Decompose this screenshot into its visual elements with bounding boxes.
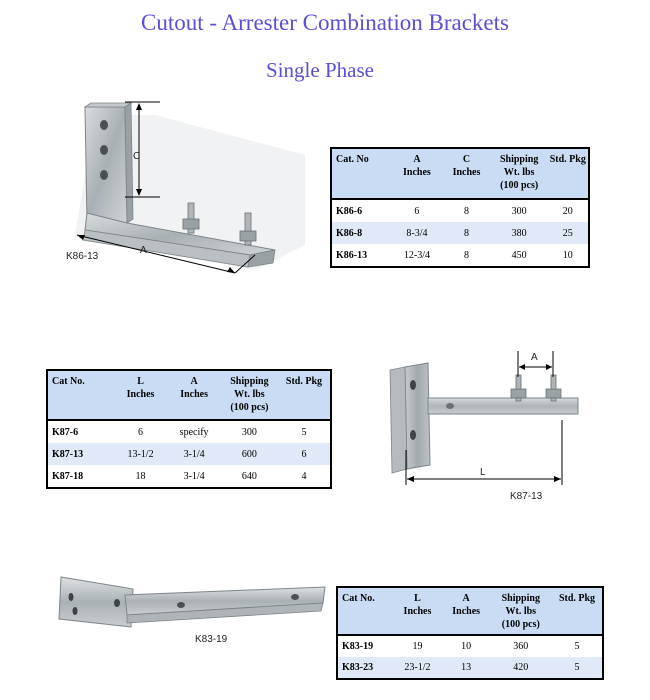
page-title: Cutout - Arrester Combination Brackets [141,10,509,35]
cat-no-cell: K86-8 [336,227,363,239]
cat-no-cell: K87-13 [52,448,84,460]
table-cell: 8 [463,249,469,261]
table-cell: 3-1/4 [183,470,205,482]
table-cell: 8-3/4 [406,227,428,239]
col-header: Shipping Wt. lbs (100 pcs) [491,148,548,199]
table-cell: 10 [562,249,573,261]
k86-caption: K86-13 [66,251,99,262]
k87-spec-table [46,369,332,489]
cat-no-cell: K83-23 [342,662,374,673]
col-header: L Inches [392,587,443,635]
col-header: Cat. No [331,148,392,199]
table-cell: 6 [301,448,307,460]
table-cell: 360 [513,641,529,652]
table-row [47,443,331,465]
table-cell: 6 [414,205,420,217]
table-row [47,465,331,488]
cat-no-cell: K83-19 [342,641,374,652]
table-cell: 19 [412,641,423,652]
table-row [47,420,331,443]
table-cell: 23-1/2 [404,662,431,673]
cat-no-cell: K87-18 [52,470,84,482]
table-cell: 13-1/2 [127,448,154,460]
table-cell: 20 [562,205,573,217]
cat-no-cell: K87-6 [52,426,79,438]
k83-caption: K83-19 [195,634,228,645]
table-row [331,244,589,267]
col-header: A Inches [443,587,490,635]
table-cell: 4 [301,470,307,482]
table-row [337,635,603,657]
table-cell: 13 [461,662,472,673]
col-header: L Inches [114,370,168,420]
col-header: Std. Pkg [552,587,603,635]
table-row [337,657,603,679]
k87-dim-a-label: A [531,352,538,363]
table-cell: 10 [461,641,472,652]
table-cell: 640 [241,470,257,482]
col-header: A Inches [392,148,442,199]
table-cell: 8 [463,227,469,239]
table-cell: 380 [511,227,527,239]
table-cell: 12-3/4 [403,249,430,261]
table-cell: 300 [241,426,257,438]
col-header: Std. Pkg [278,370,331,420]
table-cell: 3-1/4 [183,448,205,460]
col-header: Shipping Wt. lbs (100 pcs) [221,370,278,420]
table-cell: 6 [138,426,144,438]
table-cell: 18 [135,470,146,482]
k83-bracket-image [55,565,330,640]
table-cell: 450 [511,249,527,261]
cat-no-cell: K86-13 [336,249,368,261]
table-row [331,222,589,244]
cat-no-cell: K86-6 [336,205,363,217]
table-cell: specify [179,426,209,438]
table-cell: 25 [562,227,573,239]
table-cell: 5 [301,426,307,438]
table-cell: 600 [241,448,257,460]
k87-caption: K87-13 [510,491,543,502]
table-cell: 420 [513,662,529,673]
table-cell: 300 [511,205,527,217]
col-header: A Inches [167,370,221,420]
col-header: C Inches [442,148,491,199]
table-cell: 8 [463,205,469,217]
table-cell: 5 [574,662,580,673]
col-header: Std. Pkg [548,148,589,199]
table-cell: 5 [574,641,580,652]
col-header: Cat No. [337,587,392,635]
table-row [331,199,589,222]
k86-dim-a-label: A [140,245,147,256]
col-header: Shipping Wt. lbs (100 pcs) [490,587,552,635]
col-header: Cat No. [47,370,114,420]
k87-dim-l-label: L [480,467,486,478]
k86-dim-c-label: C [133,151,141,162]
page-subtitle: Single Phase [266,58,374,82]
k86-spec-table [330,147,590,268]
k83-spec-table [336,586,604,680]
k87-bracket-image [380,345,590,490]
